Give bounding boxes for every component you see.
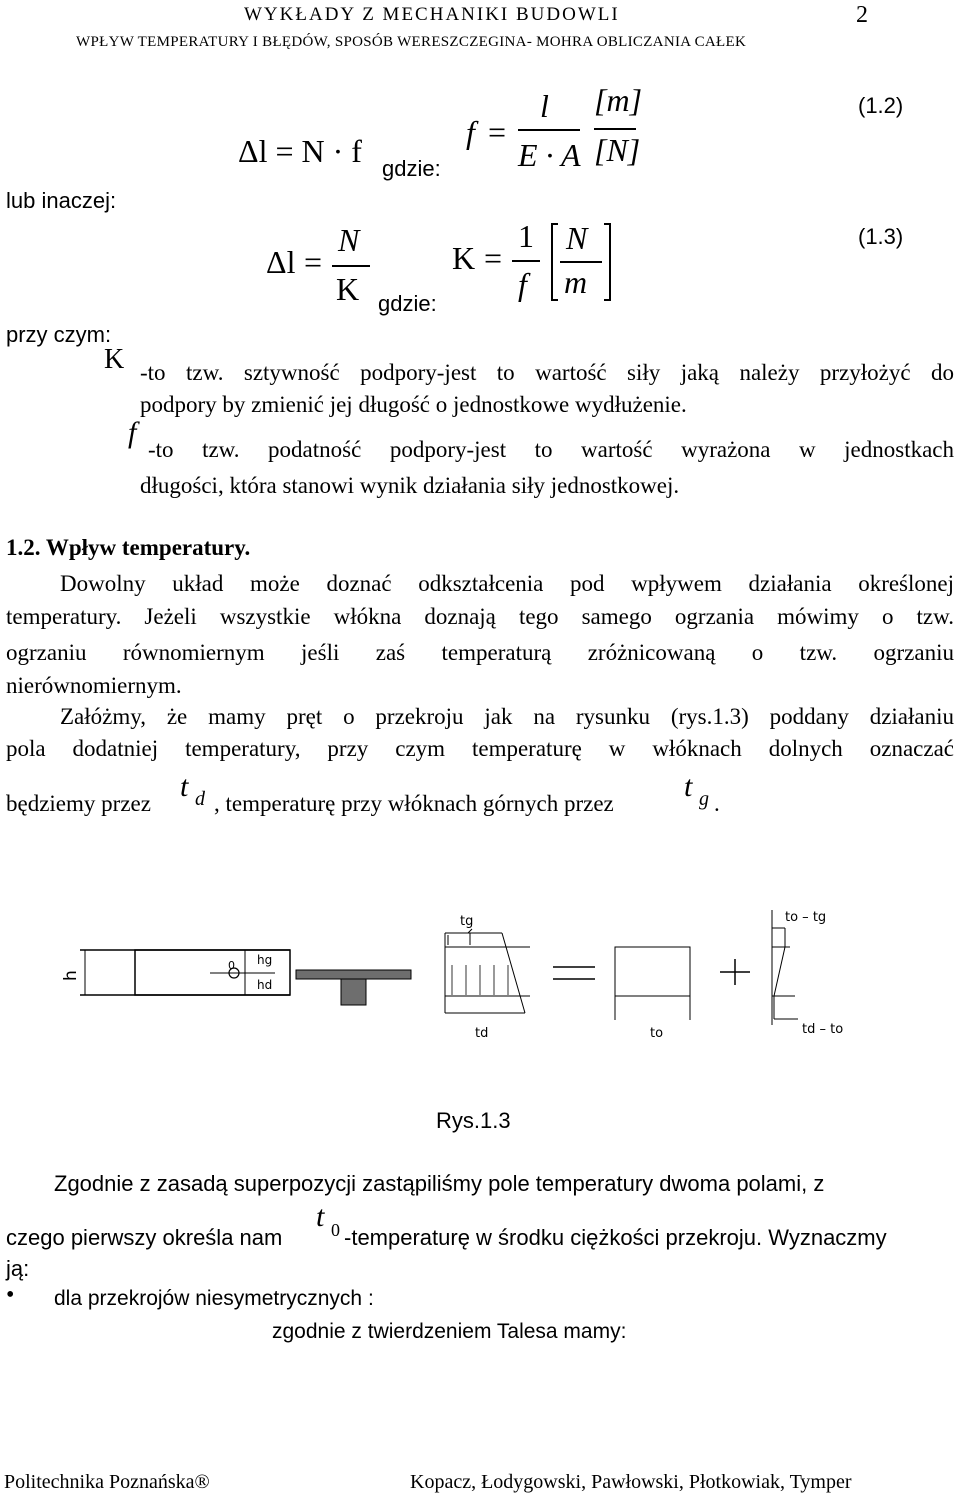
paragraph2-line3-start: będziemy przez bbox=[6, 791, 151, 816]
eq12-numerator: l bbox=[540, 88, 549, 124]
t0-subscript: 0 bbox=[331, 1220, 340, 1240]
eq12-unit-num: [m] bbox=[594, 82, 643, 118]
eq13-equals: = bbox=[304, 244, 323, 280]
f-definition-line2: długości, która stanowi wynik działania siły jednostkowej. bbox=[140, 473, 680, 498]
eq12-f: f bbox=[466, 114, 475, 150]
eq13-where: gdzie: bbox=[378, 291, 437, 316]
eq13-lhs-bar bbox=[332, 265, 370, 267]
paragraph2-line1: Załóżmy, że mamy pręt o przekroju jak na rysunku (rys.1.3) poddany działaniu bbox=[60, 704, 954, 729]
f-definition-line1: -to tzw. podatność podpory-jest to wartość wyrażona w jednostkach bbox=[148, 437, 954, 462]
td-subscript: d bbox=[195, 788, 205, 810]
figure-uniform-profile bbox=[615, 947, 690, 1020]
paragraph1-line1: Dowolny układ może doznać odkształcenia pod wpływem działania określonej bbox=[60, 571, 954, 596]
fig-label-0: 0 bbox=[228, 959, 235, 972]
tg-subscript: g bbox=[699, 788, 709, 810]
page-number: 2 bbox=[856, 2, 868, 28]
eq13-k-bar bbox=[512, 260, 540, 262]
header-subtitle: WPŁYW TEMPERATURY I BŁĘDÓW, SPOSÓB WERESZCZEGINA- MOHRA OBLICZANIA CAŁEK bbox=[76, 34, 747, 50]
header-title: WYKŁADY Z MECHANIKI BUDOWLI bbox=[244, 4, 620, 25]
eq12-lhs: Δl = N · f bbox=[238, 133, 362, 169]
eq13-number: (1.3) bbox=[858, 224, 904, 249]
fig-label-td: td bbox=[475, 1026, 489, 1041]
eq13-unit-den: m bbox=[564, 264, 588, 300]
closing-line1: Zgodnie z zasadą superpozycji zastąpiliśmy pole temperatury dwoma polami, z bbox=[54, 1171, 825, 1196]
f-symbol: f bbox=[128, 416, 137, 449]
closing-line2-start: czego pierwszy określa nam bbox=[6, 1225, 283, 1250]
eq12-where: gdzie: bbox=[382, 156, 441, 181]
section-heading: 1.2. Wpływ temperatury. bbox=[6, 535, 251, 560]
tg-symbol: t bbox=[684, 770, 693, 803]
eq13-k-num: 1 bbox=[518, 218, 534, 254]
eq13-k-sym: K bbox=[452, 240, 476, 276]
figure-gradient-profile bbox=[772, 910, 798, 1025]
paragraph2-line3-end: . bbox=[714, 791, 720, 816]
paragraph2-line3-mid: , temperaturę przy włóknach górnych przez bbox=[214, 791, 614, 816]
eq13-lhs-den: K bbox=[336, 271, 360, 307]
bullet-marker: • bbox=[6, 1282, 15, 1308]
eq13-k-den: f bbox=[518, 266, 527, 302]
footer-right: Kopacz, Łodygowski, Pawłowski, Płotkowiak, Tymper bbox=[410, 1471, 852, 1493]
paragraph1-line3: ogrzaniu równomiernym jeśli zaś temperaturą zróżnicowaną o tzw. ogrzaniu bbox=[6, 640, 954, 665]
k-definition-line1: -to tzw. sztywność podpory-jest to wartość siły jaką należy przyłożyć do bbox=[140, 360, 954, 385]
closing-line3: ją: bbox=[6, 1256, 30, 1281]
paragraph1-line4: nierównomiernym. bbox=[6, 673, 182, 698]
fig-label-td-t0: td – to bbox=[802, 1022, 844, 1037]
figure-caption: Rys.1.3 bbox=[436, 1108, 511, 1133]
eq12-denominator: E · A bbox=[518, 137, 581, 173]
talesa-line: zgodnie z twierdzeniem Talesa mamy: bbox=[272, 1320, 627, 1343]
eq13-lhs-num: N bbox=[338, 222, 360, 258]
eq13-unit-bar bbox=[560, 261, 602, 263]
k-symbol: K bbox=[104, 344, 125, 375]
paragraph1-line2: temperatury. Jeżeli wszystkie włókna doznają tego samego ogrzania mówimy o tzw. bbox=[6, 604, 954, 629]
figure-temperature-profile bbox=[445, 929, 530, 1013]
fig-label-t0: to bbox=[650, 1026, 664, 1041]
bullet-text: dla przekrojów niesymetrycznych : bbox=[54, 1287, 374, 1310]
definitions-intro: przy czym: bbox=[6, 322, 112, 347]
k-definition-line2: podpory by zmienić jej długość o jednostkowe wydłużenie. bbox=[140, 392, 687, 417]
paragraph2-line2: pola dodatniej temperatury, przy czym temperaturę w włóknach dolnych oznaczać bbox=[6, 736, 954, 761]
figure-t-section bbox=[296, 970, 411, 1005]
fig-label-t0-tg: to – tg bbox=[785, 910, 827, 925]
closing-line2-end: -temperaturę w środku ciężkości przekroju. Wyznaczmy bbox=[344, 1225, 887, 1250]
fig-label-tg: tg bbox=[460, 914, 474, 929]
td-symbol: t bbox=[180, 770, 189, 803]
eq13-delta-l: Δl bbox=[266, 244, 296, 280]
eq12-unit-den: [N] bbox=[594, 132, 641, 168]
eq13-k-equals: = bbox=[484, 240, 503, 276]
figure-rys-1-3 bbox=[50, 895, 910, 1055]
eq12-fraction-bar bbox=[518, 129, 580, 131]
lub-inaczej: lub inaczej: bbox=[6, 188, 117, 213]
fig-label-hg: hg bbox=[257, 953, 273, 967]
eq12-equals: = bbox=[488, 114, 507, 150]
t0-symbol: t bbox=[316, 1200, 325, 1233]
eq13-unit-num: N bbox=[566, 220, 588, 256]
eq12-unit-bar bbox=[594, 128, 636, 130]
fig-label-h: h bbox=[61, 970, 81, 981]
fig-label-hd: hd bbox=[257, 978, 273, 992]
footer-left: Politechnika Poznańska® bbox=[4, 1471, 210, 1493]
eq12-number: (1.2) bbox=[858, 93, 904, 118]
